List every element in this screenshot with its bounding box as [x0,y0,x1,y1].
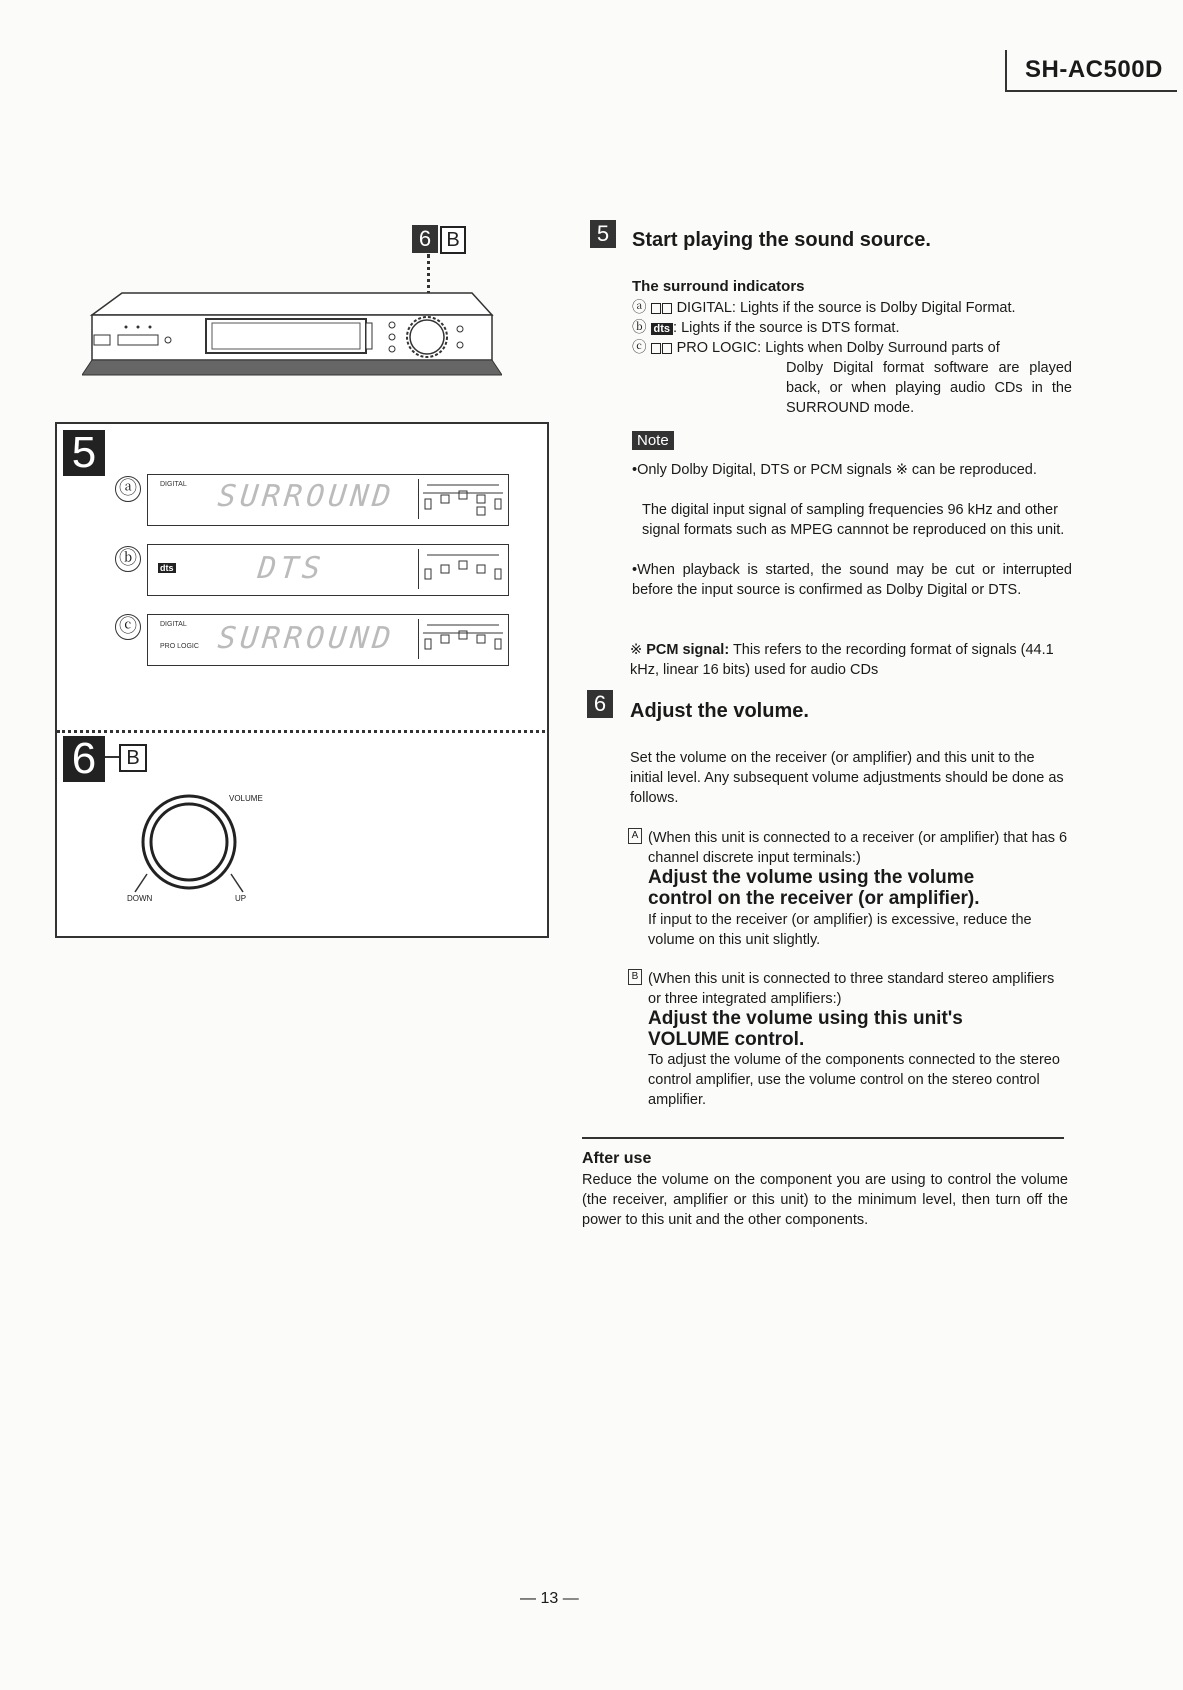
panel-step6-connector [105,756,119,758]
after-use-heading: After use [582,1150,652,1167]
display-c-marker: ⓒ [115,614,141,640]
panel-step6-letter: B [119,744,147,772]
display-b-marker: ⓑ [115,546,141,572]
indicator-a-marker: ⓐ [632,300,647,316]
case-a-condition: (When this unit is connected to a receiver (or amplifier) that has 6 channel discrete input terminals:) [648,830,1068,866]
model-header [1005,50,1177,92]
display-c [147,614,509,666]
step6-badge: 6 [587,690,613,718]
case-b-text: To adjust the volume of the components connected to the stereo control amplifier, use the volume control on the stereo control amplifier. [648,1052,1060,1108]
case-a-marker: A [628,828,642,844]
step6-intro: Set the volume on the receiver (or amplifier) and this unit to the initial level. Any subsequent volume adjustments should be done as follows. [630,750,1064,806]
step5-heading: Start playing the sound source. [632,229,931,251]
indicator-c-text: PRO LOGIC: Lights when Dolby Surround parts of [676,340,1000,356]
indicator-b-text: : Lights if the source is DTS format. [673,320,900,336]
indicator-b [632,318,1072,339]
after-use-rule [582,1137,1064,1139]
callout-letter-box: B [440,226,466,254]
dolby-icon [662,303,672,314]
display-a [147,474,509,526]
step6-heading: Adjust the volume. [630,700,809,722]
panel-step5-badge: 5 [63,430,105,476]
indicator-c-continuation: Dolby Digital format software are played back, or when playing audio CDs in the SURROUND mode. [786,360,1072,416]
dolby-icon [662,343,672,354]
dts-icon: dts [651,323,674,335]
display-a-speaker-map [418,479,507,519]
display-b-segments: DTS [256,551,327,586]
panel-separator [57,730,545,733]
display-c-segments: SURROUND [216,621,397,656]
case-a-text: If input to the receiver (or amplifier) is excessive, reduce the volume on this unit slightly. [648,912,1032,948]
indicator-a-text: DIGITAL: Lights if the source is Dolby Digital Format. [676,300,1016,316]
display-b [147,544,509,596]
panel-step6-badge: 6 [63,736,105,782]
volume-down-label: DOWN [127,894,153,903]
display-b-speaker-map [418,549,507,589]
case-a-heading: Adjust the volume using the volume control on the receiver (or amplifier). [648,867,980,909]
indicator-a [632,298,1072,318]
volume-up-label: UP [235,894,247,903]
page-number: — 13 — [520,1590,579,1607]
figure-panel [55,422,549,938]
model-name: SH-AC500D [1025,56,1163,83]
indicator-c [632,338,1072,358]
indicator-b-marker: ⓑ [632,320,647,336]
note-1: •Only Dolby Digital, DTS or PCM signals ※ can be reproduced. [632,462,1037,478]
pcm-note [630,640,1070,680]
note-label: Note [632,431,674,450]
note-3: •When playback is started, the sound may be cut or interrupted before the input source is confirmed as Dolby Digital or DTS. [632,562,1072,598]
pcm-text: This refers to the recording format of signals (44.1 kHz, linear 16 bits) used for audio CDs [630,642,1054,678]
case-b-marker: B [628,969,642,985]
pcm-label: PCM signal: [646,642,730,658]
display-a-marker: ⓐ [115,476,141,502]
indicators-title: The surround indicators [632,278,805,295]
note-badge [632,432,674,450]
pcm-mark: ※ [630,642,643,658]
volume-knob-icon [127,786,257,906]
display-c-label2: PRO LOGIC [160,643,199,650]
receiver-illustration [82,285,502,385]
volume-label: VOLUME [229,794,263,803]
display-a-segments: SURROUND [216,479,397,514]
after-use-text: Reduce the volume on the component you are using to control the volume (the receiver, amplifier or this unit) to the minimum level, then turn off the power to this unit and the other components. [582,1172,1068,1228]
display-c-label1: DIGITAL [160,621,187,628]
display-a-label: DIGITAL [160,481,187,488]
display-b-label: dts [160,563,174,573]
case-b-condition: (When this unit is connected to three standard stereo amplifiers or three integrated amplifiers:) [648,971,1055,1007]
display-c-speaker-map [418,619,507,659]
step5-badge: 5 [590,220,616,248]
callout-step-badge: 6 [412,225,438,253]
dolby-icon [651,303,661,314]
dolby-icon [651,343,661,354]
note-2: The digital input signal of sampling frequencies 96 kHz and other signal formats such as MPEG cannnot be reproduced on this unit. [642,502,1065,538]
case-b-heading: Adjust the volume using this unit's VOLUME control. [648,1008,963,1050]
indicator-c-marker: ⓒ [632,340,647,356]
